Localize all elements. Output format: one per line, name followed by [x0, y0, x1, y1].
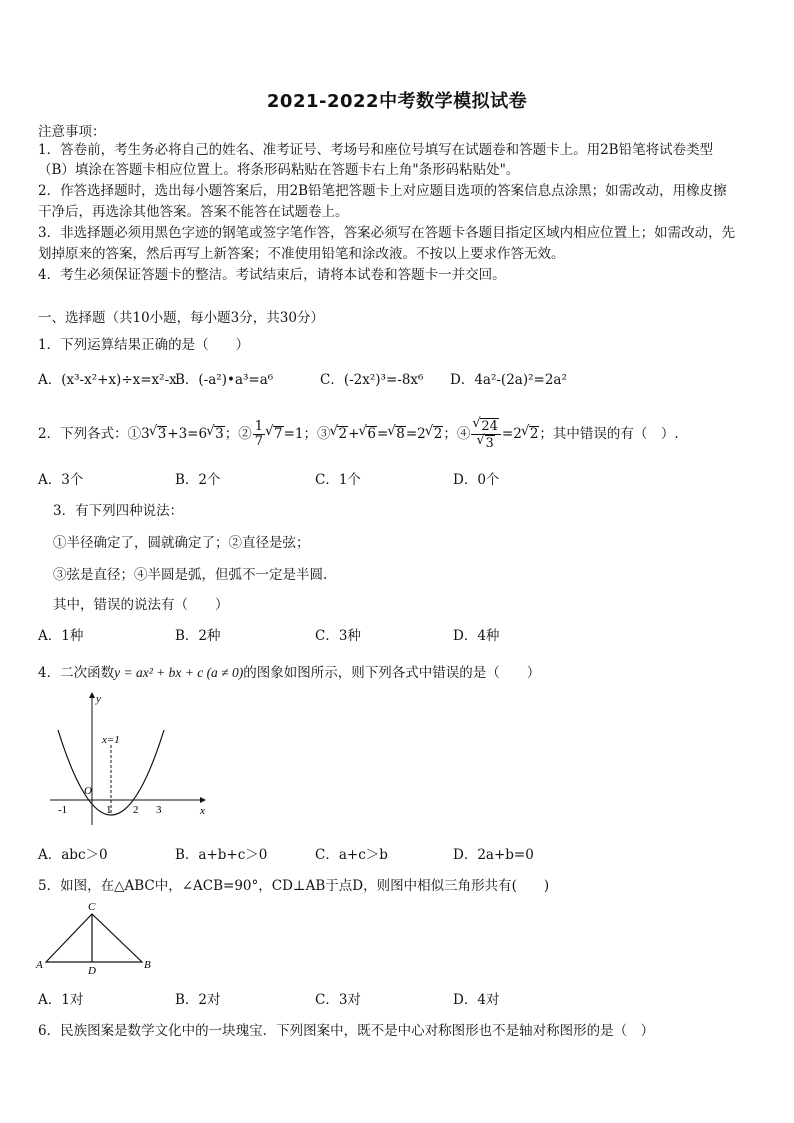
- q2-fraction-2: [471, 418, 501, 451]
- q2-part3-g: =2: [405, 426, 426, 442]
- q4-option-c: C．a+c＞b: [315, 847, 388, 863]
- q2-fraction-1: [253, 420, 265, 449]
- q2-part2-c: =1；: [283, 426, 317, 442]
- q1-stem: 1．下列运算结果正确的是（ ）: [38, 337, 250, 353]
- q1-option-c: C．(-2x²)³=-8x⁶: [320, 372, 424, 388]
- q4-tick-2: 2: [133, 804, 139, 816]
- q4-option-d: D．2a+b=0: [453, 847, 534, 863]
- note-line-3: 2．作答选择题时，选出每小题答案后，用2B铅笔把答题卡上对应题目选项的答案信息点涂黑；如需改动，用橡皮擦: [38, 183, 727, 199]
- q4-option-a: A．abc＞0: [38, 847, 108, 863]
- q2-prefix: 2．下列各式：: [38, 426, 128, 442]
- q5-option-c: C．3对: [315, 992, 361, 1008]
- q2-part1-a: ①3: [127, 426, 150, 442]
- q2-frac1-den: 7: [254, 434, 263, 449]
- q2-option-a: A．3个: [38, 472, 84, 488]
- q2-sqrt-7: √ 2: [433, 426, 444, 442]
- q3-option-a: A．1种: [38, 628, 84, 644]
- q5-stem: 5．如图，在△ABC中，∠ACB=90°，CD⊥AB于点D，则图中相似三角形共有( ): [38, 878, 550, 894]
- q3-option-b: B．2种: [175, 628, 221, 644]
- note-line-4: 干净后，再选涂其他答案。答案不能答在试题卷上。: [38, 204, 349, 220]
- q2-sqrt-4: √ 2: [337, 426, 348, 442]
- q4-parabola-graph: [50, 690, 210, 830]
- q4-tick-neg1: -1: [58, 804, 68, 816]
- q4-x-arrow: [200, 797, 206, 803]
- q2-part2-a: ②: [238, 426, 252, 442]
- q3-line-2: ③弦是直径；④半圆是弧，但弧不一定是半圆.: [53, 567, 328, 583]
- q1-option-d: D．4a²-(2a)²=2a²: [450, 372, 567, 388]
- q2-sqrt-6: √ 8: [395, 426, 406, 442]
- q4-formula: y = ax² + bx + c (a ≠ 0): [114, 665, 244, 680]
- q2-sqrt-1: √ 3: [157, 426, 168, 442]
- q2-sqrt-8: √ 24: [480, 418, 499, 434]
- q3-option-d: D．4种: [453, 628, 500, 644]
- q5-label-d: D: [88, 965, 96, 976]
- q2-frac2-den: [471, 435, 501, 451]
- q4-y-arrow: [89, 692, 95, 698]
- q3-stem: 3．有下列四种说法：: [53, 503, 184, 519]
- q2-frac1-num: 1: [254, 419, 263, 434]
- section-heading: 一、选择题（共10小题，每小题3分，共30分）: [38, 310, 324, 326]
- q4-origin-label: O: [84, 785, 92, 797]
- q3-line-1: ①半径确定了，圆就确定了；②直径是弦；: [53, 535, 310, 551]
- q5-option-a: A．1对: [38, 992, 84, 1008]
- q3-line-3: 其中，错误的说法有（ ）: [53, 597, 229, 613]
- q4-y-label: y: [96, 693, 101, 705]
- q2-stem: [38, 418, 679, 451]
- note-line-1: 1．答卷前，考生务必将自己的姓名、准考证号、考场号和座位号填写在试题卷和答题卡上。用2B铅笔将试卷类型: [38, 142, 714, 158]
- q3-option-c: C．3种: [315, 628, 361, 644]
- q2-sqrt-3: √ 7: [273, 426, 284, 442]
- q2-suffix: ；其中错误的有（ ）.: [539, 426, 679, 442]
- q4-stem: [38, 661, 540, 681]
- q2-part3-e: =: [376, 426, 389, 442]
- q2-part1-c: +3=6: [167, 426, 208, 442]
- q5-option-d: D．4对: [453, 992, 500, 1008]
- q2-sep: ；: [224, 426, 239, 442]
- q4-prefix: 4．二次函数: [38, 665, 115, 681]
- q4-option-b: B．a+b+c＞0: [175, 847, 268, 863]
- q1-option-b: B．(-a²)•a³=a⁶: [175, 372, 274, 388]
- note-line-5: 3．非选择题必须用黑色字迹的钢笔或签字笔作答，答案必须写在答题卡各题目指定区域内相应位置上；如需改动，先: [38, 225, 736, 241]
- q2-part4-b: =2: [501, 426, 522, 442]
- q5-label-a: A: [36, 959, 43, 971]
- exam-title: 2021-2022中考数学模拟试卷: [266, 91, 528, 112]
- q4-symmetry-label: x=1: [102, 734, 120, 746]
- q2-part3-c: +: [348, 426, 360, 442]
- q4-tick-3: 3: [156, 804, 162, 816]
- q2-sqrt-9: √ 3: [485, 435, 495, 451]
- q5-triangle-figure: [34, 900, 164, 976]
- q5-triangle-abc: [46, 914, 142, 962]
- q6-stem: 6．民族图案是数学文化中的一块瑰宝．下列图案中，既不是中心对称图形也不是轴对称图形的是（ ）: [38, 1023, 655, 1039]
- q2-sqrt-5: √ 6: [366, 426, 377, 442]
- note-line-7: 4．考生必须保证答题卡的整洁。考试结束后，请将本试卷和答题卡一并交回。: [38, 267, 506, 283]
- q2-part4-a: ；④: [443, 426, 471, 442]
- note-line-2: （B）填涂在答题卡相应位置上。将条形码粘贴在答题卡右上角"条形码粘贴处"。: [38, 162, 520, 178]
- notes-heading: 注意事项：: [38, 124, 106, 140]
- q2-option-b: B．2个: [175, 472, 221, 488]
- q1-option-a: A．(x³-x²+x)÷x=x²-x: [38, 372, 177, 388]
- q2-option-c: C．1个: [315, 472, 361, 488]
- q4-tick-1: 1: [106, 804, 112, 816]
- q2-option-d: D．0个: [453, 472, 500, 488]
- q2-sqrt-10: √ 2: [529, 426, 540, 442]
- q4-suffix: 的图象如图所示，则下列各式中错误的是（ ）: [243, 665, 541, 681]
- q5-option-b: B．2对: [175, 992, 221, 1008]
- q2-part3-a: ③: [316, 426, 331, 442]
- q5-label-c: C: [88, 901, 96, 913]
- q5-label-b: B: [144, 959, 151, 971]
- q4-x-label: x: [200, 805, 205, 817]
- note-line-6: 划掉原来的答案，然后再写上新答案；不准使用铅笔和涂改液。不按以上要求作答无效。: [38, 246, 565, 262]
- q2-sqrt-2: √ 3: [214, 426, 225, 442]
